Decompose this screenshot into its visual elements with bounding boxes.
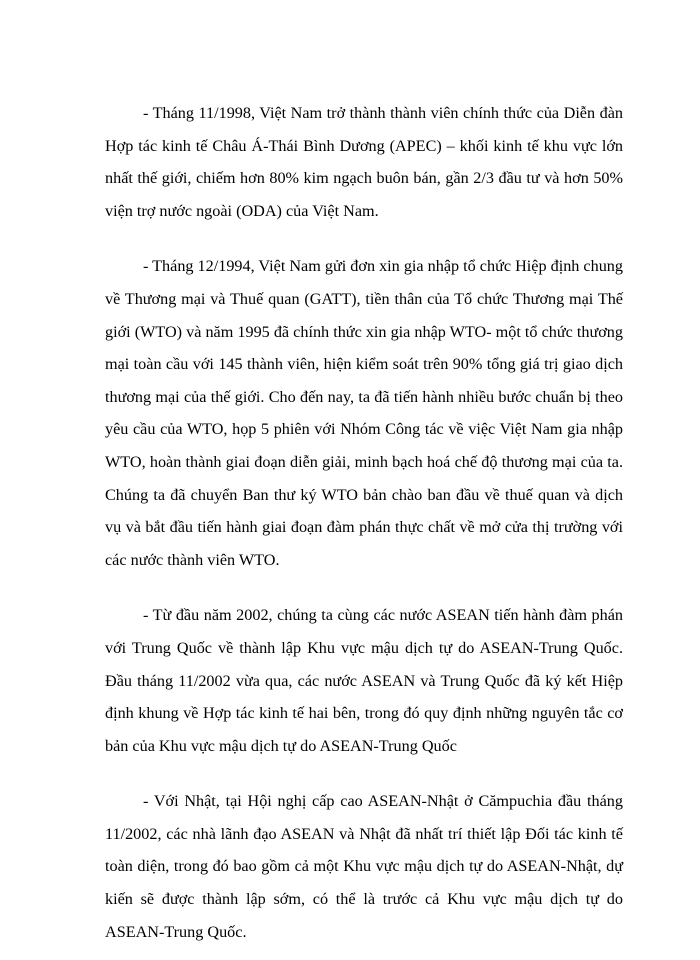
paragraph-asean-china: - Từ đầu năm 2002, chúng ta cùng các nước ASEAN tiến hành đàm phán với Trung Quốc về thành lập Khu vực mậu dịch tự do ASEAN-Trung Quốc. Đầu tháng 11/2002 vừa qua, các nước ASEAN và Trung Quốc đã ký kết Hiệp định khung về Hợp tác kinh tế hai bên, trong đó quy định những nguyên tắc cơ bản của Khu vực mậu dịch tự do ASEAN-Trung Quốc <box>105 606 623 755</box>
paragraph-apec: - Tháng 11/1998, Việt Nam trở thành thành viên chính thức của Diễn đàn Hợp tác kinh tế Châu Á-Thái Bình Dương (APEC) – khối kinh tế khu vực lớn nhất thế giới, chiếm hơn 80% kim ngạch buôn bán, gần 2/3 đầu tư và hơn 50% viện trợ nước ngoài (ODA) của Việt Nam. <box>105 104 623 220</box>
paragraph-asean-japan: - Với Nhật, tại Hội nghị cấp cao ASEAN-Nhật ở Cămpuchia đầu tháng 11/2002, các nhà lãnh đạo ASEAN và Nhật đã nhất trí thiết lập Đối tác kinh tế toàn diện, trong đó bao gồm cả một Khu vực mậu dịch tự do ASEAN-Nhật, dự kiến sẽ được thành lập sớm, có thể là trước cả Khu vực mậu dịch tự do ASEAN-Trung Quốc. <box>105 792 623 941</box>
paragraph-wto: - Tháng 12/1994, Việt Nam gửi đơn xin gia nhập tổ chức Hiệp định chung về Thương mại và Thuế quan (GATT), tiền thân của Tổ chức Thương mại Thế giới (WTO) và năm 1995 đã chính thức xin gia nhập WTO- một tổ chức thương mại toàn cầu với 145 thành viên, hiện kiểm soát trên 90% tổng giá trị giao dịch thương mại của thế giới. Cho đến nay, ta đã tiến hành nhiều bước chuẩn bị theo yêu cầu của WTO, họp 5 phiên với Nhóm Công tác về việc Việt Nam gia nhập WTO, hoàn thành giai đoạn diễn giải, minh bạch hoá chế độ thương mại của ta. Chúng ta đã chuyển Ban thư ký WTO bản chào ban đầu về thuế quan và dịch vụ và bắt đầu tiến hành giai đoạn đàm phán thực chất về mở cửa thị trường với các nước thành viên WTO. <box>105 257 623 569</box>
document-body <box>105 97 623 948</box>
